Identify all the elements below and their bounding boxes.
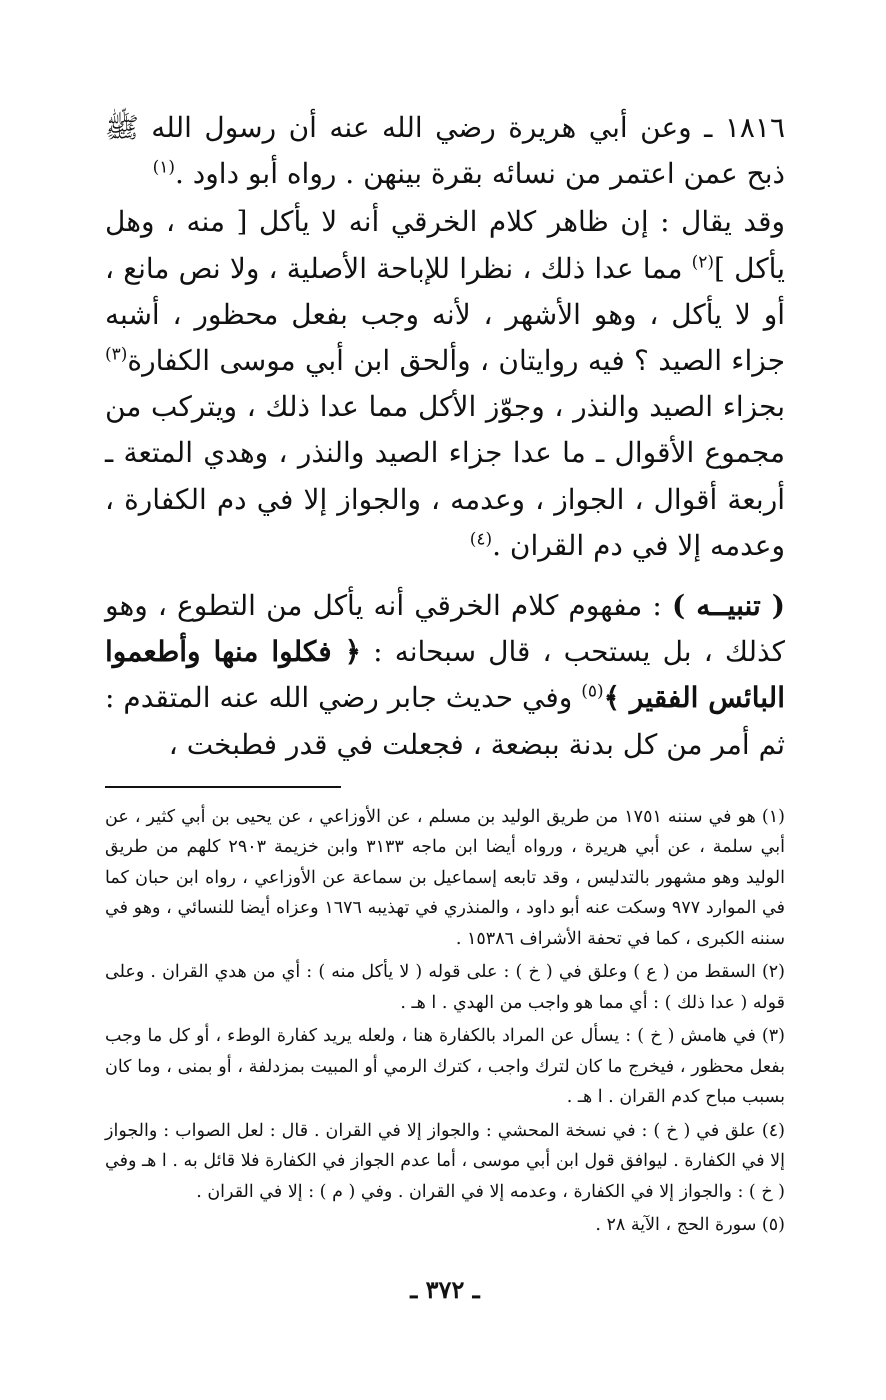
quran-quote: ﴿ فكلوا منها وأطعموا البائس الفقير ﴾ [105,635,785,715]
hadith-text: ـ وعن أبي هريرة رضي الله عنه أن رسول الله ﷺ ذبح عمن اعتمر من نسائه بقرة بينهن . رواه أبو داود . [105,111,785,191]
footnote-ref-3[interactable]: (٣) [105,344,128,365]
commentary-paragraph [105,199,785,569]
footnote-4: (٤) علق في ( خ ) : في نسخة المحشي : والجواز إلا في القران . قال : لعل الصواب : والجواز إلا في الكفارة . ليوافق قول ابن أبي موسى ، أما عدم الجواز في الكفارة فلا قائل به . ا هـ وفي ( خ ) : والجواز إلا في الكفارة ، وعدمه إلا في القران . وفي ( م ) : إلا في القران . [105,1120,785,1202]
commentary-text-a: وقد يقال : إن ظاهر كلام الخرقي أنه لا يأكل [ منه ، وهل يأكل ] [105,205,786,285]
footnote-1: (١) هو في سننه ١٧٥١ من طريق الوليد بن مسلم ، عن الأوزاعي ، عن يحيى بن أبي كثير ، عن أبي سلمة ، عن أبي هريرة ، ورواه أيضا ابن ماجه ٣١٣٣ وابن خزيمة ٢٩٠٣ كلهم من طريق الوليد وهو مشهور بالتدليس ، وقد تابعه إسماعيل بن سماعة عن الأوزاعي ، رواه ابن حبان كما في الموارد ٩٧٧ وسكت عنه أبو داود ، والمنذري في تهذيبه ١٦٧٦ وعزاه أيضا للنسائي ، وهو في سننه الكبرى ، كما في تحفة الأشراف ١٥٣٨٦ . [105,806,786,949]
footnote-ref-4[interactable]: (٤) [469,529,493,550]
footnote-2: (٢) السقط من ( ع ) وعلق في ( خ ) : على قوله ( لا يأكل منه ) : أي من هدي القران . وعلى قوله ( عدا ذلك ) : أي مما هو واجب من الهدي . ا هـ . [105,962,785,1013]
book-page [105,105,785,1345]
main-text [105,105,785,768]
footnote-divider [105,786,341,788]
commentary-text-b: مما عدا ذلك ، نظرا للإباحة الأصلية ، ولا نص مانع ، أو لا يأكل ، وهو الأشهر ، لأنه وجب بفعل محظور ، أشبه جزاء الصيد ؟ فيه روايتان ، وألحق ابن أبي موسى الكفارة [105,251,785,378]
footnote-5: (٥) سورة الحج ، الآية ٢٨ . [595,1215,785,1236]
footnote-ref-1[interactable]: (١) [152,157,175,178]
page-number: ـ ٣٧٢ ـ [410,1275,480,1304]
hadith-number: ١٨١٦ [724,111,785,144]
footnote-ref-5[interactable]: (٥) [581,682,604,703]
footnote-3: (٣) في هامش ( خ ) : يسأل عن المراد بالكفارة هنا ، ولعله يريد كفارة الوطء ، أو كل ما وجب بفعل محظور ، فيخرج ما كان لترك واجب ، كترك الرمي أو المبيت بمزدلفة ، أو بمنى ، وما كان بسبب مباح كدم القران . ا هـ . [105,1026,785,1108]
commentary-text-c: بجزاء الصيد والنذر ، وجوّز الأكل مما عدا ذلك ، ويتركب من مجموع الأقوال ـ ما عدا جزاء الصيد والنذر ، وهدي المتعة ـ أربعة أقوال ، الجواز ، وعدمه ، والجواز إلا في دم الكفارة ، وعدمه إلا في دم القران . [105,390,785,562]
notice-text-b: وفي حديث جابر رضي الله عنه المتقدم : ثم أمر من كل بدنة ببضعة ، فجعلت في قدر فطبخت ، [105,681,785,761]
footnotes [105,802,785,1241]
notice-paragraph [105,583,785,768]
hadith-paragraph [105,105,785,197]
notice-text-a: : مفهوم كلام الخرقي أنه يأكل من التطوع ، وهو كذلك ، بل يستحب ، قال سبحانه : [105,589,786,669]
notice-label: ( تنبيــه ) [671,589,785,623]
footnote-ref-2[interactable]: (٢) [691,252,715,273]
